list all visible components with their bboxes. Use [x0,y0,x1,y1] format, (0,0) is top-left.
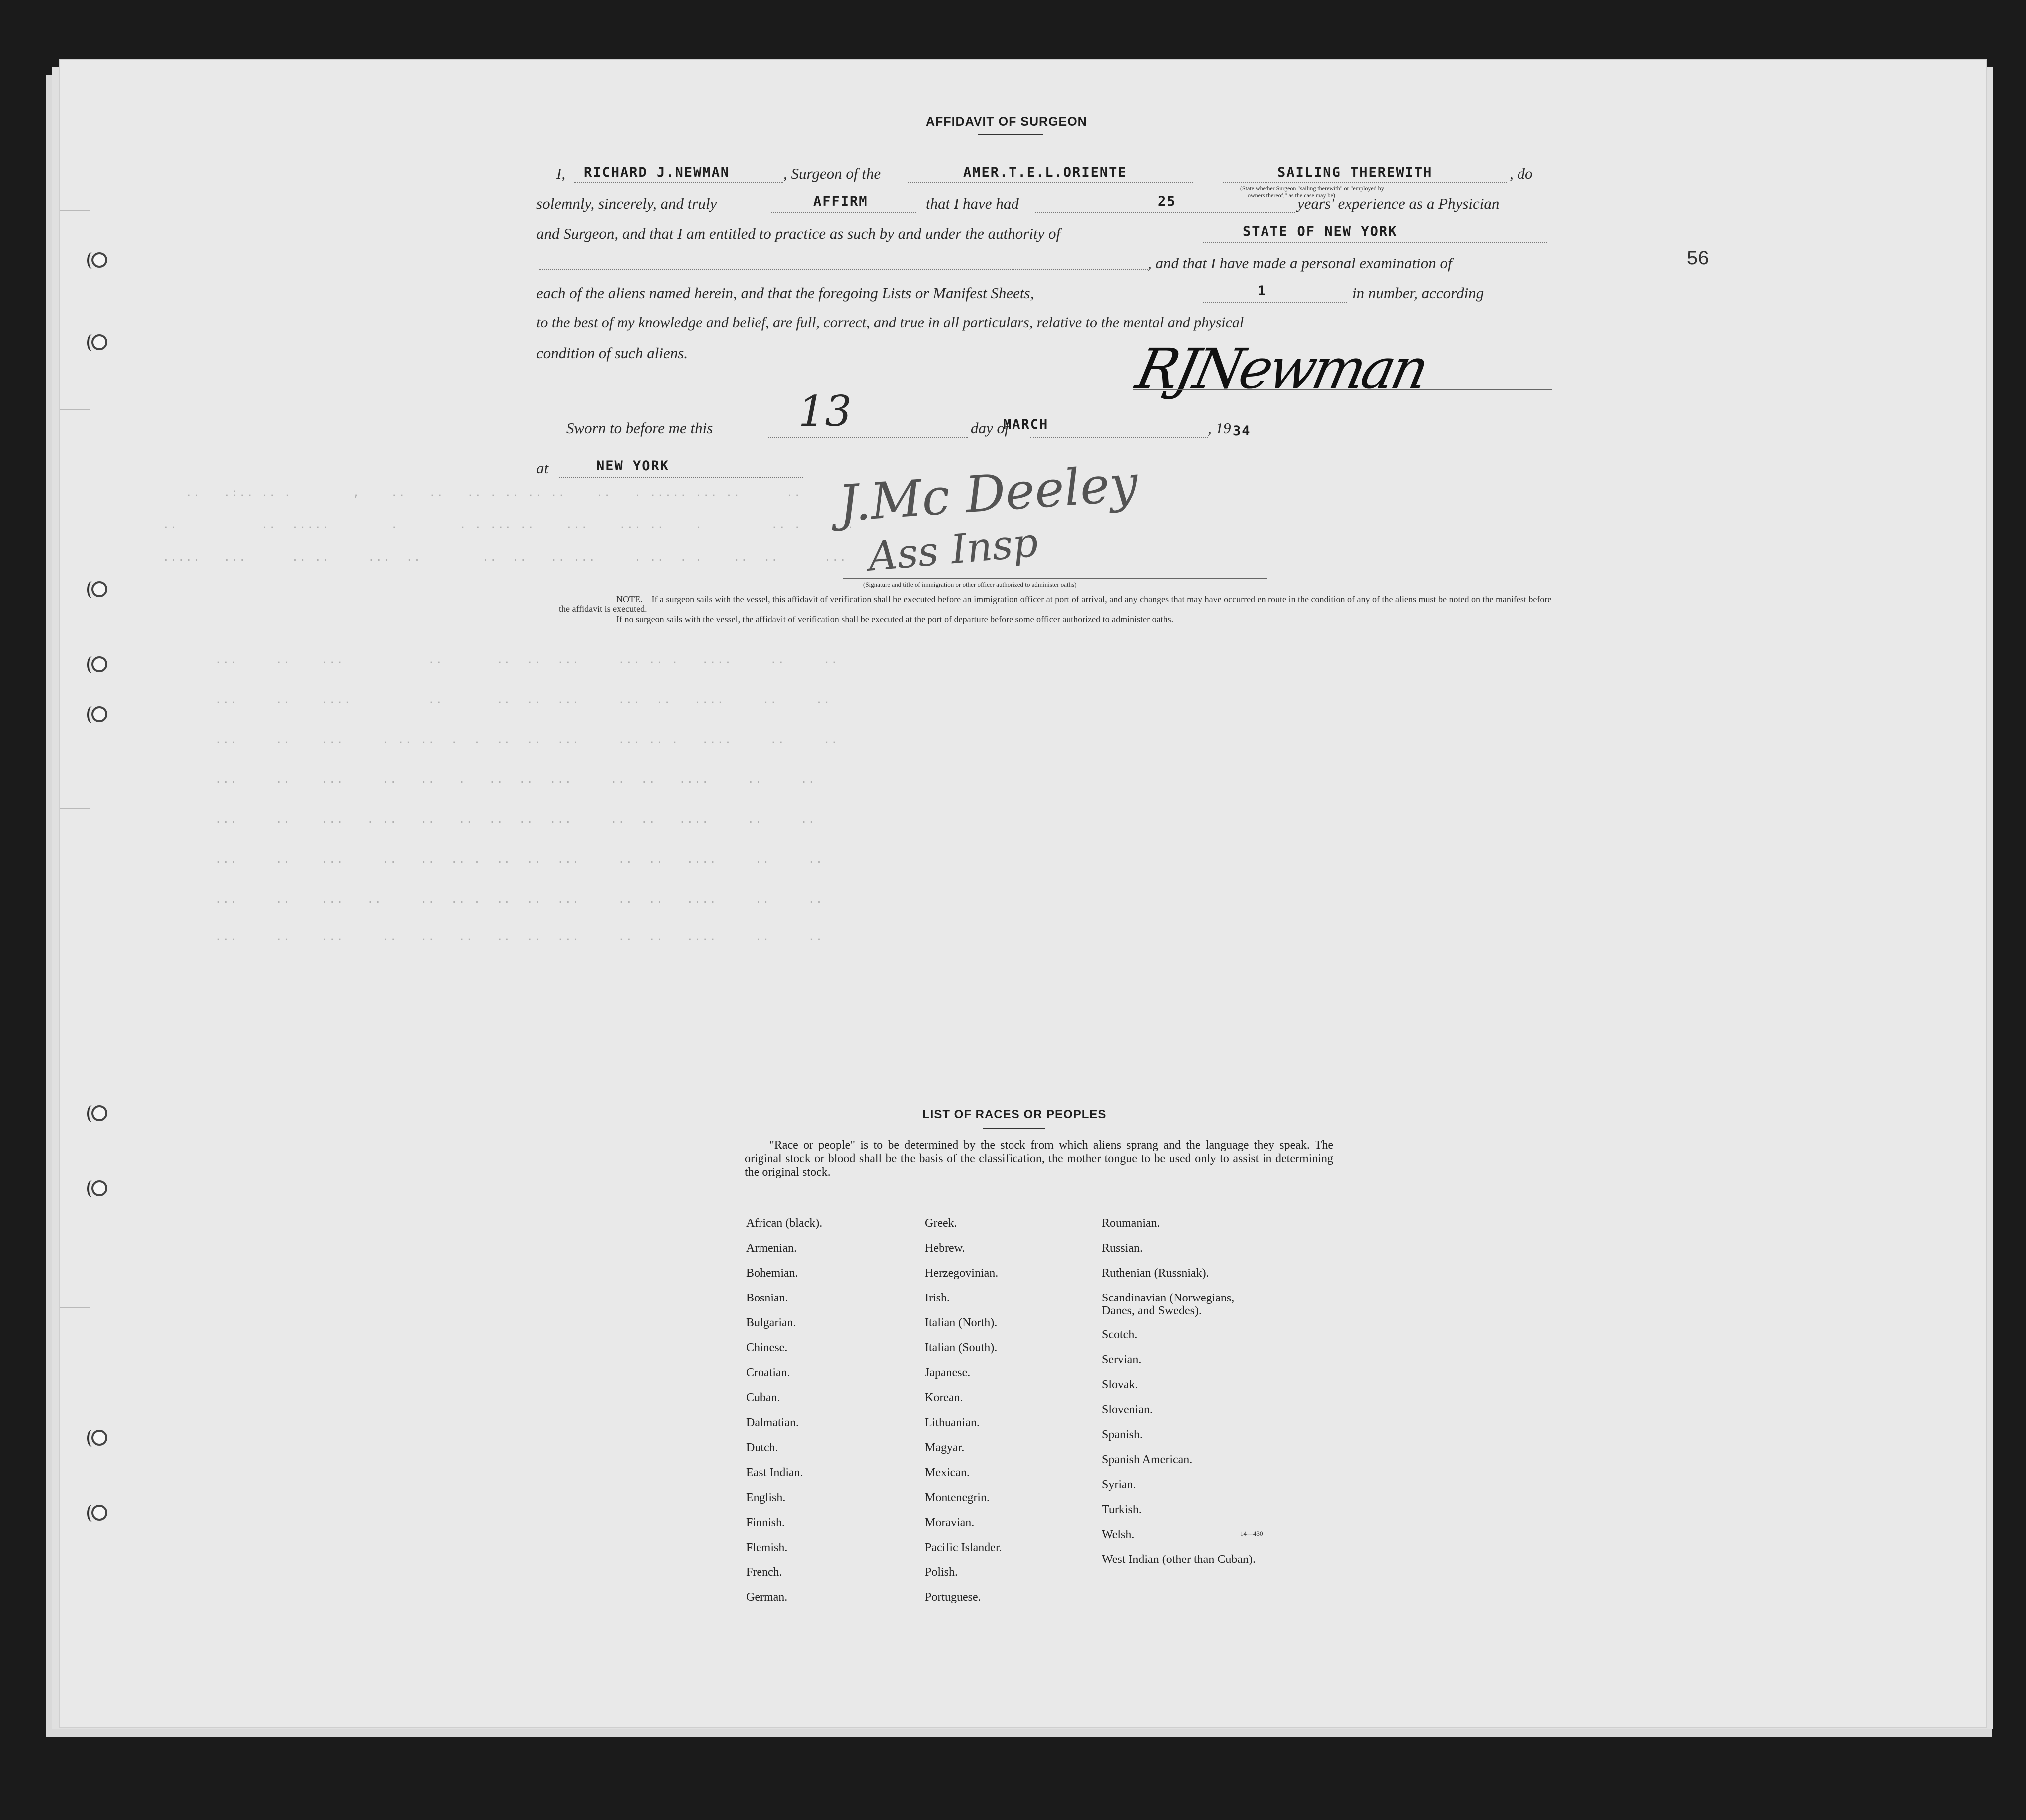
race-entry: Scotch. [1102,1328,1138,1341]
officer-signature-line [843,578,1267,579]
sworn-day: 13 [798,387,852,436]
officer-caption: (Signature and title of immigration or other officer authorized to administer oaths) [863,581,1077,588]
race-entry: Spanish. [1102,1428,1143,1441]
race-entry: Spanish American. [1102,1453,1193,1466]
blank-line [1223,182,1507,183]
text-personal-examination: , and that I have made a personal examination of [1148,255,1452,272]
race-entry: Montenegrin. [925,1491,990,1504]
race-entry: Chinese. [746,1341,788,1354]
blank-line [574,182,783,183]
text-do: , do [1510,165,1533,182]
note-paragraph: NOTE.—If a surgeon sails with the vessel, this affidavit of verification shall be executed before an immigration officer at port of arrival, and any changes that may have occurred en route in the condition of any of the aliens must be noted on the manifest before the affidavit is executed. [559,594,1552,614]
races-heading: LIST OF RACES OR PEOPLES [922,1108,1107,1121]
officer-title-handwritten: Ass Insp [866,519,1040,580]
race-entry: Dutch. [746,1441,778,1454]
officer-signature: J.Mc Deeley [836,454,1140,533]
text-and-surgeon: and Surgeon, and that I am entitled to practice as such by and under the authority of [536,225,1061,242]
page-number: 56 [1687,247,1709,269]
text-best-of-knowledge: to the best of my knowledge and belief, are full, correct, and true in all particulars, relative to the mental and physical [536,314,1244,331]
binder-hole [91,1505,107,1521]
blank-line [768,437,968,438]
text-condition: condition of such aliens. [536,344,688,362]
text-19: , 19 [1208,419,1231,437]
bleed-through-text: .. .. ..... . . . ... .. ... ... .. . .. . . [140,519,855,531]
bleed-through-text: ... .. ... .. .. .. .. .. ... .. .. .... .. .. [200,931,824,943]
race-entry: Scandinavian (Norwegians, Danes, and Swedes). [1102,1292,1235,1317]
race-entry: Welsh. [1102,1528,1135,1541]
race-entry: Hebrew. [925,1242,965,1255]
race-entry: Slovak. [1102,1378,1138,1391]
race-entry: African (black). [746,1217,823,1230]
race-entry: Italian (North). [925,1316,998,1329]
text-each-of-aliens: each of the aliens named herein, and that the foregoing Lists or Manifest Sheets, [536,284,1034,302]
oath-word: AFFIRM [813,194,868,209]
race-entry: Slovenian. [1102,1403,1153,1416]
text-day-of: day of [971,419,1009,437]
affidavit-heading: AFFIDAVIT OF SURGEON [926,115,1087,129]
text-in-number: in number, according [1352,284,1484,302]
race-entry: Turkish. [1102,1503,1142,1516]
race-entry: Dalmatian. [746,1416,799,1429]
blank-line [539,269,1148,270]
vessel-name: AMER.T.E.L.ORIENTE [963,165,1127,180]
surgeon-name: RICHARD J.NEWMAN [584,165,730,180]
blank-line [908,182,1193,183]
race-entry: Croatian. [746,1366,790,1379]
race-entry: Italian (South). [925,1341,998,1354]
race-entry: Greek. [925,1217,957,1230]
blank-line [771,212,916,213]
text-surgeon-of: , Surgeon of the [783,165,881,182]
race-entry: Moravian. [925,1516,975,1529]
binder-hole [91,1180,107,1196]
form-number: 14—430 [1240,1530,1263,1537]
race-entry: Armenian. [746,1242,797,1255]
signature-line [1133,389,1552,390]
race-entry: Magyar. [925,1441,965,1454]
sworn-year: 34 [1233,423,1251,439]
race-entry: Finnish. [746,1516,785,1529]
race-entry: Bosnian. [746,1292,788,1304]
blank-line [1035,212,1295,213]
race-entry: Roumanian. [1102,1217,1160,1230]
sailing-note: (State whether Surgeon "sailing therewith" or "employed by [1240,185,1384,192]
bleed-through-text: .. .:.. .. . , .. .. .. . .. .. .. .. . ..... ... .. .. .. [140,487,893,499]
race-entry: German. [746,1591,788,1604]
binder-hole [91,1430,107,1446]
race-entry: Lithuanian. [925,1416,980,1429]
race-entry: Polish. [925,1566,958,1579]
blank-line [1203,302,1347,303]
sworn-place: NEW YORK [596,458,670,474]
text-at: at [536,459,549,477]
surgeon-signature: RJNewman [1131,337,1432,401]
bleed-through-text: ... .. ... .. .. .. . .. .. ... .. .. .... .. .. [200,853,824,866]
race-entry: Pacific Islander. [925,1541,1002,1554]
race-entry: Cuban. [746,1391,780,1404]
bleed-through-text: ... .. ... . .. .. .. .. .. ... .. .. .... .. .. [200,813,816,826]
text-solemnly: solemnly, sincerely, and truly [536,195,717,212]
years-experience: 25 [1158,194,1176,209]
race-entry: English. [746,1491,786,1504]
sailing-note: owners thereof," as the case may be) [1248,192,1335,199]
race-entry: Ruthenian (Russniak). [1102,1267,1209,1280]
race-entry: Syrian. [1102,1478,1136,1491]
blank-line [1030,437,1208,438]
binder-hole [91,252,107,268]
race-entry: Japanese. [925,1366,971,1379]
heading-rule [978,134,1043,135]
authority: STATE OF NEW YORK [1243,224,1398,239]
document-sheet [60,60,1986,1727]
bleed-through-text: ... .. ... .. .. . .. .. ... .. .. .... .. .. [200,774,816,786]
race-entry: West Indian (other than Cuban). [1102,1553,1256,1566]
bleed-through-text: ... .. ... .. .. .. . .. .. ... .. .. .... .. .. [200,893,824,906]
bleed-through-text: ... .. ... .. .. .. ... ... .. . .... .. .. [200,654,839,666]
race-entry: Mexican. [925,1466,970,1479]
race-entry: Bohemian. [746,1267,798,1280]
bleed-through-text: ..... ... .. .. ... .. .. .. .. ... . .. . . .. .. ... [140,551,847,564]
text-that-i-have-had: that I have had [926,195,1019,212]
binder-hole [91,581,107,597]
race-entry: Portuguese. [925,1591,981,1604]
race-entry: Russian. [1102,1242,1143,1255]
binder-hole [91,656,107,672]
race-entry: Herzegovinian. [925,1267,999,1280]
sailing-status: SAILING THEREWITH [1277,165,1433,180]
race-entry: Korean. [925,1391,963,1404]
binder-hole [91,706,107,722]
races-intro: "Race or people" is to be determined by the stock from which aliens sprang and the language they speak. The original stock or blood shall be the basis of the classification, the mother tongue to be used only to assist in determining the original stock. [745,1139,1333,1179]
text-years-experience: years' experience as a Physician [1297,195,1500,212]
race-entry: Servian. [1102,1353,1142,1366]
blank-line [1203,242,1547,243]
bleed-through-text: ... .. .... .. .. .. ... ... .. .... .. .. [200,694,831,706]
binder-hole [91,1105,107,1121]
binder-hole [91,334,107,350]
sworn-month: MARCH [1003,417,1049,432]
race-entry: Bulgarian. [746,1316,796,1329]
races-heading-rule [983,1128,1045,1129]
blank-line [559,477,803,478]
race-entry: Flemish. [746,1541,788,1554]
text-sworn: Sworn to before me this [566,419,713,437]
manifest-sheets-count: 1 [1258,283,1267,299]
text-i: I, [556,165,566,182]
race-entry: French. [746,1566,782,1579]
race-entry: Irish. [925,1292,950,1304]
race-entry: East Indian. [746,1466,803,1479]
bleed-through-text: ... .. ... . .. .. . . .. .. ... ... .. . .... .. .. [200,734,839,746]
note-paragraph-2: If no surgeon sails with the vessel, the affidavit of verification shall be executed at the port of departure before some officer authorized to administer oaths. [616,614,1174,624]
